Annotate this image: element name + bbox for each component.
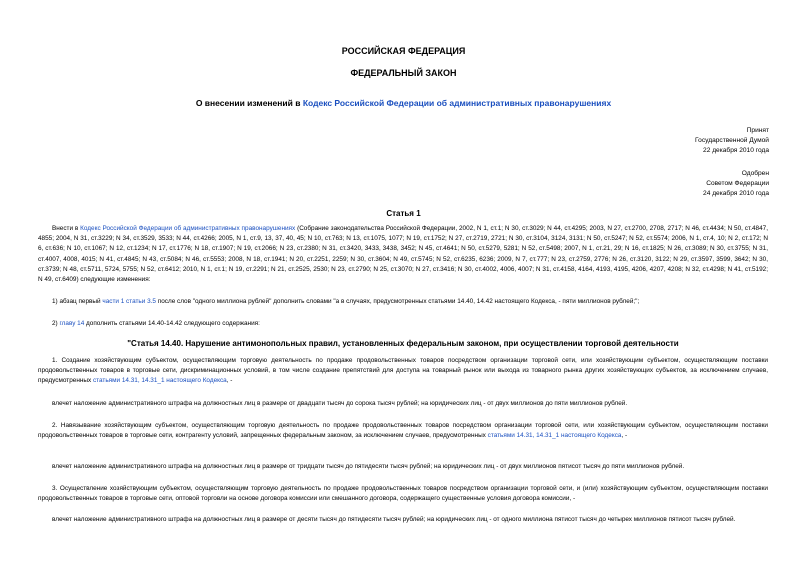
intro-prefix: Внести в xyxy=(52,225,81,232)
article-1-heading: Статья 1 xyxy=(386,209,421,218)
approved-body: Советом Федерации xyxy=(706,180,769,187)
approved-block xyxy=(703,169,769,199)
clause-1 xyxy=(38,356,768,387)
article-1-intro xyxy=(38,224,768,285)
accepted-line: Принят xyxy=(746,127,769,134)
item1-prefix: 1) абзац первый xyxy=(52,298,103,305)
clause-3-penalty: влечет наложение административного штрафа на должностных лиц в размере от десяти тысяч до пятидесяти тысяч рублей; на юридических лиц - от одного миллиона пятисот тысяч до четырех миллионов пятисот тысяч рублей. xyxy=(52,516,736,523)
clause-2-end: , - xyxy=(621,432,628,440)
articles-14-31-link[interactable]: статьями 14.31, 14.31_1 настоящего Кодекса xyxy=(92,377,227,385)
intro-code-link[interactable]: Кодекс Российской Федерации об административных правонарушениях xyxy=(80,225,296,232)
intro-sources: (Собрание законодательства Российской Федерации, 2002, N 1, ст.1; N 30, ст.3029; N 44, ст.4295; 2003, N 27, ст.2700, 2708, 2717; N 46, ст.4434; N 50, ст.4847, 4855; 2004, N 31, ст.3229; N 34, ст.3529, 3533; N 44, ст.4266; 2005, N 1, ст.9, 13, 37, 40, 45; N 10, ст.763; N 13, ст.1075, 1077; N 19, ст.1752; N 27, ст.2719, 2721; N 30, ст.3104, 3124, 3131; N 50, ст.5247; N 52, ст.5574; 2006, N 1, ст.4, 10; N 2, ст.172; N 6, ст.636; N 10, ст.1067; N 12, ст.1234; N 17, ст.1776; N 18, ст.1907; N 19, ст.2066; N 23, ст.2380; N 31, ст.3420, 3433, 3438, 3452; N 45, ст.4641; N 50, ст.5279, 5281; N 52, ст.5498; 2007, N 1, ст.21, 29; N 16, ст.1825; N 26, ст.3089; N 30, ст.3755; N 31, ст.4007, 4008, 4015; N 41, ст.4845; N 43, ст.5084; N 46, ст.5553; 2008, N 18, ст.1941; N 20, ст.2251, 2259; N 30, ст.3604; N 49, ст.5745; N 52, ст.6235, 6236; 2009, N 7, ст.777; N 23, ст.2759, 2776; N 26, ст.3120, 3122; N 29, ст.3597, 3599, 3642; N 30, ст.3739; N 48, ст.5711, 5724, 5755; N 52, ст.6412; 2010, N 1, ст.1; N 19, ст.2291; N 21, ст.2525, 2530; N 23, ст.2790; N 25, ст.3070; N 27, ст.3416; N 30, ст.4002, 4006, 4007; N 31, ст.4158, 4164, 4193, 4195, 4206, 4207, 4208; N 32, ст.4298; N 41, ст.5192; N 49, ст.6409) следующие изменения: xyxy=(38,225,768,284)
koap-code-link[interactable]: Кодекс Российской Федерации об административных правонарушениях xyxy=(302,98,612,108)
clause-3: 3. Осуществление хозяйствующим субъектом, осуществляющим торговую деятельность по продаже продовольственных товаров посредством организации торговой сети, и (или) хозяйствующим субъектом, осуществляющим поставки продовольственных товаров в торговые сети, оптовой торговли на основе договора комиссии или смешанного договора, содержащего существенные условия договора комиссии, - xyxy=(38,485,768,503)
articles-14-31-link-2[interactable]: статьями 14.31, 14.31_1 настоящего Кодекса xyxy=(487,432,622,440)
chapter-14-link[interactable]: главу 14 xyxy=(59,320,85,327)
law-title xyxy=(0,98,807,108)
article-14-40-heading: "Статья 14.40. Нарушение антимонопольных правил, установленных федеральным законом, при осуществлении торговой деятельности xyxy=(127,339,679,348)
item1-text: после слов "одного миллиона рублей" дополнить словами "а в случаях, предусмотренных статьями 14.40, 14.42 настоящего Кодекса, - пяти миллионов рублей;"; xyxy=(156,298,640,305)
law-title-prefix: О внесении изменений в xyxy=(195,98,303,108)
law-type-heading: ФЕДЕРАЛЬНЫЙ ЗАКОН xyxy=(350,68,457,78)
federation-heading: РОССИЙСКАЯ ФЕДЕРАЦИЯ xyxy=(341,46,466,56)
clause-1-end: , - xyxy=(226,377,233,385)
article-3-5-link[interactable]: части 1 статьи 3.5 xyxy=(102,298,156,305)
item2-prefix: 2) xyxy=(52,320,60,327)
accepted-date: 22 декабря 2010 года xyxy=(703,147,769,154)
clause-2 xyxy=(38,421,768,441)
accepted-body: Государственной Думой xyxy=(695,137,769,144)
clause-1-penalty: влечет наложение административного штрафа на должностных лиц в размере от двадцати тысяч до сорока тысяч рублей; на юридических лиц - от двух миллионов до пяти миллионов рублей. xyxy=(52,400,628,407)
amendment-item-1 xyxy=(38,297,768,307)
approved-line: Одобрен xyxy=(741,170,769,177)
clause-2-penalty: влечет наложение административного штрафа на должностных лиц в размере от тридцати тысяч до пятидесяти тысяч рублей; на юридических лиц - от двух миллионов пятисот тысяч до пяти миллионов рублей. xyxy=(52,463,685,470)
approved-date: 24 декабря 2010 года xyxy=(703,190,769,197)
accepted-block xyxy=(695,126,769,156)
amendment-item-2 xyxy=(38,319,768,329)
clause-1-text: 1. Создание хозяйствующим субъектом, осуществляющим торговую деятельность по продаже продовольственных товаров посредством организации торговой сети, или хозяйствующим субъектом, осуществляющим поставки продовольственных товаров в торговые сети, дискриминационных условий, в том числе создание препятствий для доступа на товарный рынок или выхода из товарного рынка других хозяйствующих субъектов, за исключением случаев, предусмотренных xyxy=(38,357,768,385)
item2-text: дополнить статьями 14.40-14.42 следующего содержания: xyxy=(84,320,260,327)
clause-2-text: 2. Навязывание хозяйствующим субъектом, осуществляющим торговую деятельность по продаже продовольственных товаров посредством организации торговой сети, или хозяйствующим субъектом, осуществляющим поставки продовольственных товаров в торговые сети, контрагенту условий, запрещенных федеральным законом, за исключением случаев, предусмотренных xyxy=(38,422,768,440)
